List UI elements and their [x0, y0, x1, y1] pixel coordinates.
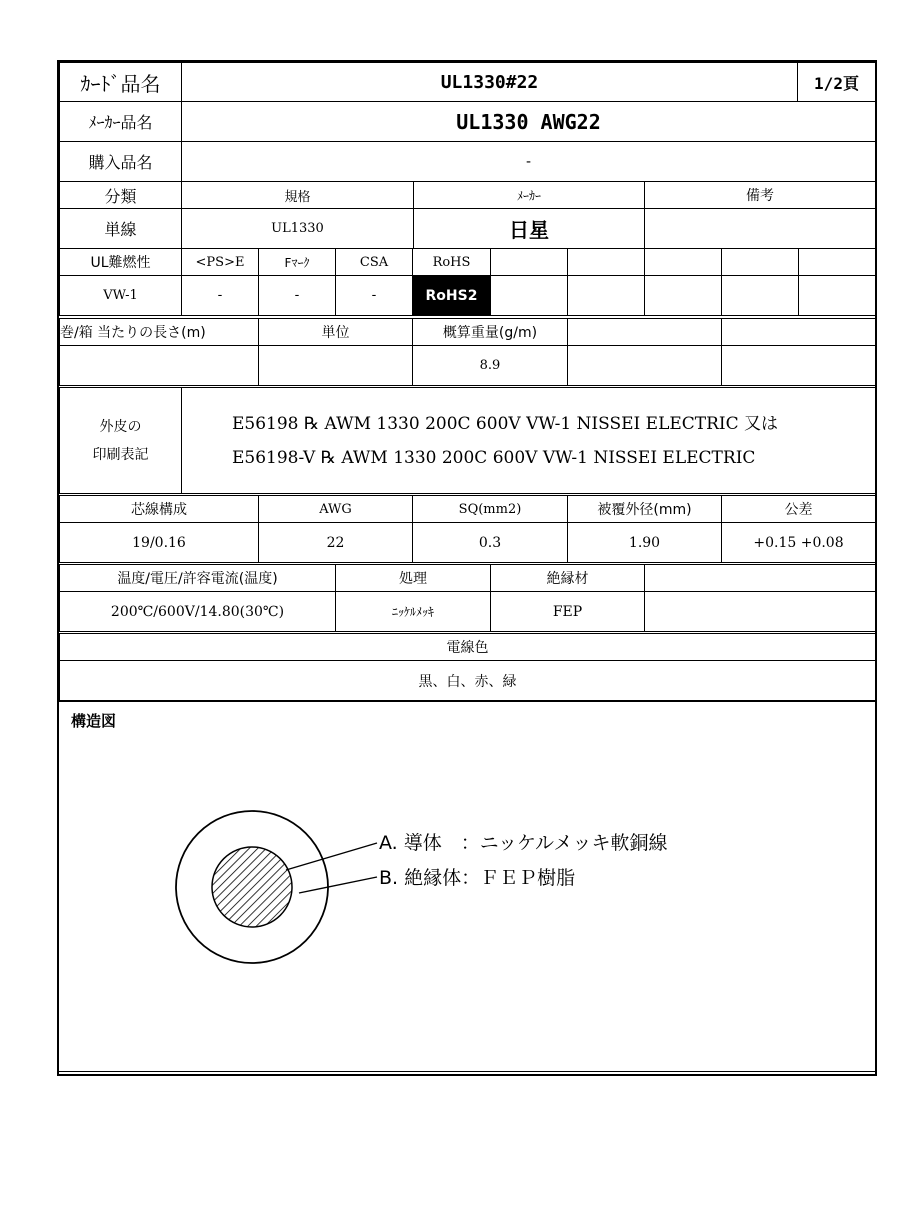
outer-diameter-value: 1.90 [568, 523, 722, 563]
maker-name-label: ﾒｰｶｰ品名 [60, 102, 182, 142]
structure-title: 構造図 [71, 712, 117, 730]
f-mark-header: Fﾏｰｸ [259, 249, 336, 276]
standard-value: UL1330 [182, 209, 414, 249]
purchase-name-label: 購入品名 [60, 142, 182, 182]
weight-value: 8.9 [413, 346, 568, 386]
length-header: 巻/箱 当たりの長さ(m) [60, 319, 259, 346]
conductor-table [59, 495, 876, 563]
class-value: 単線 [60, 209, 182, 249]
pse-header: <PS>E [182, 249, 259, 276]
strand-header: 芯線構成 [60, 496, 259, 523]
card-name-value: UL1330#22 [182, 63, 798, 102]
length-table [59, 318, 876, 386]
standard-header: 規格 [182, 182, 414, 209]
empty-cell [645, 565, 876, 592]
pse-value: - [182, 276, 259, 316]
weight-header: 概算重量(g/m) [413, 319, 568, 346]
tolerance-value: +0.15 +0.08 [722, 523, 876, 563]
wire-color-header: 電線色 [60, 634, 876, 661]
insulation-value: FEP [491, 592, 645, 632]
conductor-hatched-circle [212, 847, 292, 927]
label-b: B. 絶縁体：ＦＥＰ樹脂 [379, 867, 576, 889]
empty-cell [568, 249, 645, 276]
printing-line-2: E56198-V ℞ AWM 1330 200C 600V VW-1 NISSEI ELECTRIC [232, 447, 756, 468]
purchase-name-value: - [182, 142, 876, 182]
sq-header: SQ(mm2) [413, 496, 568, 523]
maker-name-value: UL1330 AWG22 [182, 102, 876, 142]
flammability-table [59, 248, 876, 316]
csa-value: - [336, 276, 413, 316]
rating-table [59, 564, 876, 632]
tolerance-header: 公差 [722, 496, 876, 523]
insulation-header: 絶縁材 [491, 565, 645, 592]
empty-cell [645, 276, 722, 316]
wire-color-value: 黒、白、赤、緑 [60, 661, 876, 701]
empty-cell [645, 592, 876, 632]
printing-table [59, 387, 876, 494]
csa-header: CSA [336, 249, 413, 276]
awg-header: AWG [259, 496, 413, 523]
class-header: 分類 [60, 182, 182, 209]
empty-cell [722, 249, 799, 276]
printing-label-line2: 印刷表記 [92, 446, 149, 463]
maker-value: 日星 [414, 209, 645, 249]
empty-cell [568, 319, 722, 346]
printing-label [60, 388, 182, 494]
remarks-header: 備考 [645, 182, 876, 209]
header-table [59, 62, 876, 182]
empty-cell [799, 276, 876, 316]
unit-value [259, 346, 413, 386]
wire-color-table [59, 633, 876, 701]
spec-sheet [57, 60, 877, 1076]
classification-table [59, 181, 876, 249]
printing-text [182, 388, 876, 494]
card-name-label: ｶｰﾄﾞ品名 [60, 63, 182, 102]
cable-cross-section-diagram [57, 760, 877, 1000]
empty-cell [722, 276, 799, 316]
length-value [60, 346, 259, 386]
empty-cell [722, 319, 876, 346]
awg-value: 22 [259, 523, 413, 563]
unit-header: 単位 [259, 319, 413, 346]
outer-diameter-header: 被覆外径(mm) [568, 496, 722, 523]
empty-cell [568, 276, 645, 316]
empty-cell [491, 276, 568, 316]
page-number: 1/2頁 [798, 63, 876, 102]
empty-cell [568, 346, 722, 386]
empty-cell [722, 346, 876, 386]
ul-flame-value: VW-1 [60, 276, 182, 316]
empty-cell [645, 249, 722, 276]
remarks-value [645, 209, 876, 249]
treatment-header: 処理 [336, 565, 491, 592]
label-a: A. 導体 ：ニッケルメッキ軟銅線 [379, 832, 668, 854]
sq-value: 0.3 [413, 523, 568, 563]
printing-label-line1: 外皮の [99, 418, 142, 435]
treatment-value: ﾆｯｹﾙﾒｯｷ [336, 592, 491, 632]
printing-line-1: E56198 ℞ AWM 1330 200C 600V VW-1 NISSEI ELECTRIC 又は [232, 413, 779, 434]
empty-cell [491, 249, 568, 276]
rohs-badge: RoHS2 [413, 276, 491, 316]
rohs-header: RoHS [413, 249, 491, 276]
maker-header: ﾒｰｶｰ [414, 182, 645, 209]
ul-flame-header: UL難燃性 [60, 249, 182, 276]
f-mark-value: - [259, 276, 336, 316]
strand-value: 19/0.16 [60, 523, 259, 563]
rating-value: 200℃/600V/14.80(30℃) [60, 592, 336, 632]
empty-cell [799, 249, 876, 276]
rating-header: 温度/電圧/許容電流(温度) [60, 565, 336, 592]
